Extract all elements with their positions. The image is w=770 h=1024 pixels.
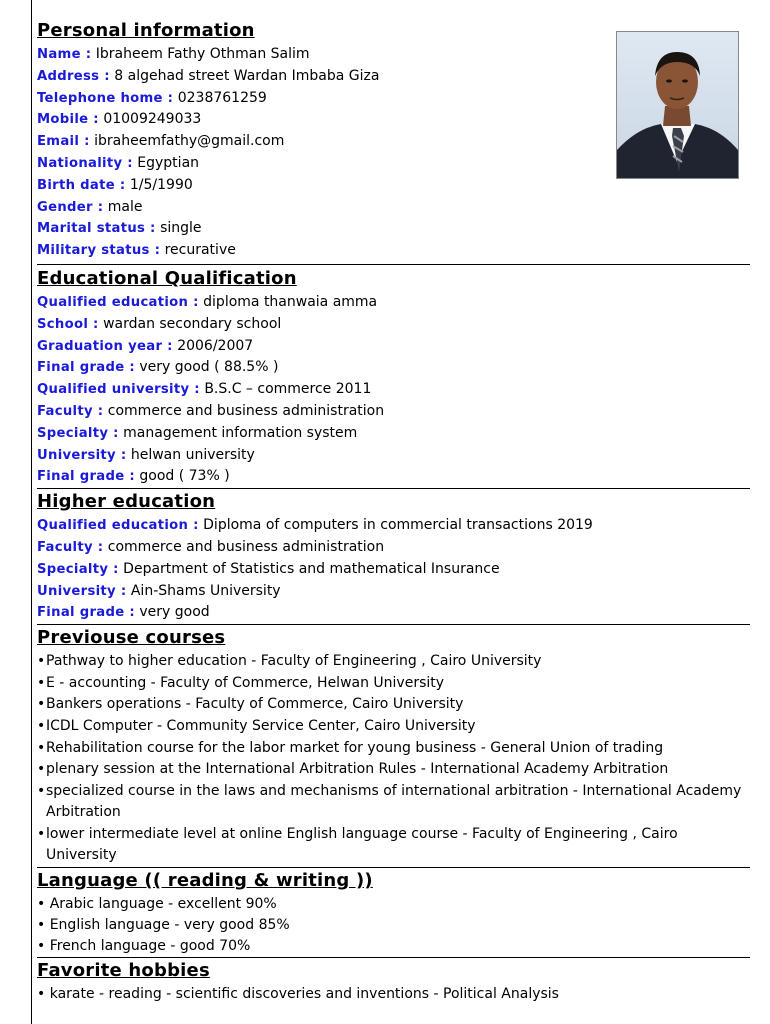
higher-value: Diploma of computers in commercial transactions 2019	[203, 517, 593, 534]
info-row-telephone	[37, 88, 750, 110]
edu-value: good ( 73% )	[139, 468, 230, 485]
info-label: Telephone home :	[37, 90, 174, 106]
page-left-border	[31, 0, 32, 1024]
info-label: Marital status :	[37, 221, 156, 237]
higher-label: Qualified education :	[37, 518, 199, 534]
edu-value: commerce and business administration	[107, 402, 385, 419]
hobbies-item: • karate - reading - scientific discoveries and inventions - Political Analysis	[37, 986, 559, 1003]
info-row-military-status	[37, 240, 750, 262]
higher-education-heading: Higher education	[37, 491, 216, 513]
info-row-gender	[37, 197, 750, 219]
edu-row	[37, 423, 750, 445]
language-item: • English language - very good 85%	[37, 917, 290, 934]
course-item	[37, 781, 750, 824]
edu-label: Final grade :	[37, 360, 135, 376]
course-item	[37, 738, 750, 760]
edu-value: diploma thanwaia amma	[203, 293, 378, 310]
edu-value: B.S.C – commerce 2011	[204, 381, 372, 398]
higher-value: Ain-Shams University	[130, 582, 281, 599]
personal-info-list	[37, 44, 750, 262]
edu-value: management information system	[123, 424, 358, 441]
edu-label: Qualified education :	[37, 294, 199, 310]
resume-page	[37, 18, 750, 1005]
course-text: specialized course in the laws and mechanisms of international arbitration - International Academy Arbitration	[46, 782, 742, 821]
info-value: Ibraheem Fathy Othman Salim	[95, 46, 310, 62]
edu-label: Graduation year :	[37, 338, 173, 354]
higher-value: Department of Statistics and mathematical Insurance	[123, 560, 500, 577]
language-heading: Language (( reading & writing ))	[37, 870, 373, 892]
edu-row	[37, 292, 750, 314]
language-section	[37, 868, 750, 958]
bullet-icon: •	[37, 739, 46, 756]
info-label: Email :	[37, 134, 90, 150]
language-item: • Arabic language - excellent 90%	[37, 896, 277, 913]
info-label: Birth date :	[37, 177, 126, 193]
edu-row	[37, 314, 750, 336]
higher-value: very good	[139, 604, 210, 621]
course-item	[37, 651, 750, 673]
edu-label: School :	[37, 316, 99, 332]
info-label: Mobile :	[37, 112, 99, 128]
edu-value: helwan university	[130, 446, 255, 463]
higher-row	[37, 559, 750, 581]
info-value: 01009249033	[103, 111, 202, 128]
info-value: male	[107, 198, 143, 215]
course-item	[37, 694, 750, 716]
edu-value: 2006/2007	[177, 337, 254, 354]
bullet-icon: •	[37, 717, 46, 734]
info-value: 1/5/1990	[129, 176, 193, 193]
info-label: Military status :	[37, 243, 161, 259]
course-text: Pathway to higher education - Faculty of Engineering , Cairo University	[46, 653, 542, 670]
course-text: lower intermediate level at online English language course - Faculty of Engineering , Cairo University	[46, 825, 678, 864]
edu-label: Qualified university :	[37, 382, 200, 398]
higher-label: Faculty :	[37, 539, 104, 555]
info-value: 8 algehad street Wardan Imbaba Giza	[114, 67, 380, 84]
info-label: Name :	[37, 47, 92, 62]
info-value: recurative	[164, 242, 236, 259]
info-value: ibraheemfathy@gmail.com	[94, 133, 285, 150]
edu-label: Specialty :	[37, 425, 119, 441]
courses-section	[37, 625, 750, 868]
hobbies-heading: Favorite hobbies	[37, 960, 210, 982]
info-value: 0238761259	[177, 89, 267, 106]
personal-info-heading: Personal information	[37, 20, 255, 41]
edu-row	[37, 445, 750, 467]
bullet-icon: •	[37, 825, 46, 842]
bullet-icon: •	[37, 674, 46, 691]
info-row-birth-date	[37, 175, 750, 197]
bullet-icon: •	[37, 653, 46, 670]
info-row-name	[37, 44, 750, 66]
bullet-icon: •	[37, 782, 46, 799]
higher-row	[37, 602, 750, 624]
higher-value: commerce and business administration	[107, 538, 385, 555]
bullet-icon: •	[37, 761, 46, 778]
higher-education-section	[37, 489, 750, 625]
edu-label: Final grade :	[37, 469, 135, 485]
course-item	[37, 673, 750, 695]
higher-label: University :	[37, 583, 127, 599]
info-row-mobile	[37, 109, 750, 131]
edu-label: University :	[37, 447, 127, 463]
language-item: • French language - good 70%	[37, 938, 251, 955]
edu-label: Faculty :	[37, 403, 104, 419]
higher-row	[37, 581, 750, 603]
edu-row	[37, 401, 750, 423]
info-row-email	[37, 131, 750, 153]
edu-row	[37, 379, 750, 401]
course-text: Rehabilitation course for the labor market for young business - General Union of trading	[46, 739, 664, 756]
edu-row	[37, 466, 750, 488]
higher-row	[37, 515, 750, 537]
hobbies-section	[37, 958, 750, 1005]
info-value: Egyptian	[137, 154, 200, 171]
education-section	[37, 265, 750, 489]
course-item	[37, 759, 750, 781]
bullet-icon: •	[37, 696, 46, 713]
info-row-marital-status	[37, 218, 750, 240]
info-label: Address :	[37, 68, 110, 84]
higher-label: Specialty :	[37, 561, 119, 577]
info-label: Gender :	[37, 199, 104, 215]
course-item	[37, 716, 750, 738]
course-text: plenary session at the International Arbitration Rules - International Academy Arbitration	[46, 761, 669, 778]
edu-value: wardan secondary school	[103, 315, 282, 332]
info-label: Nationality :	[37, 155, 133, 171]
course-text: ICDL Computer - Community Service Center, Cairo University	[46, 717, 476, 734]
edu-row	[37, 357, 750, 379]
higher-label: Final grade :	[37, 605, 135, 621]
course-text: Bankers operations - Faculty of Commerce, Cairo University	[46, 696, 464, 713]
edu-row	[37, 336, 750, 358]
personal-info-section	[37, 18, 750, 265]
edu-value: very good ( 88.5% )	[139, 359, 279, 376]
course-item	[37, 824, 750, 867]
info-row-address	[37, 66, 750, 88]
info-value: single	[160, 220, 202, 237]
higher-row	[37, 537, 750, 559]
education-heading: Educational Qualification	[37, 267, 297, 289]
info-row-nationality	[37, 153, 750, 175]
course-text: E - accounting - Faculty of Commerce, Helwan University	[46, 674, 445, 691]
courses-heading: Previouse courses	[37, 627, 226, 649]
